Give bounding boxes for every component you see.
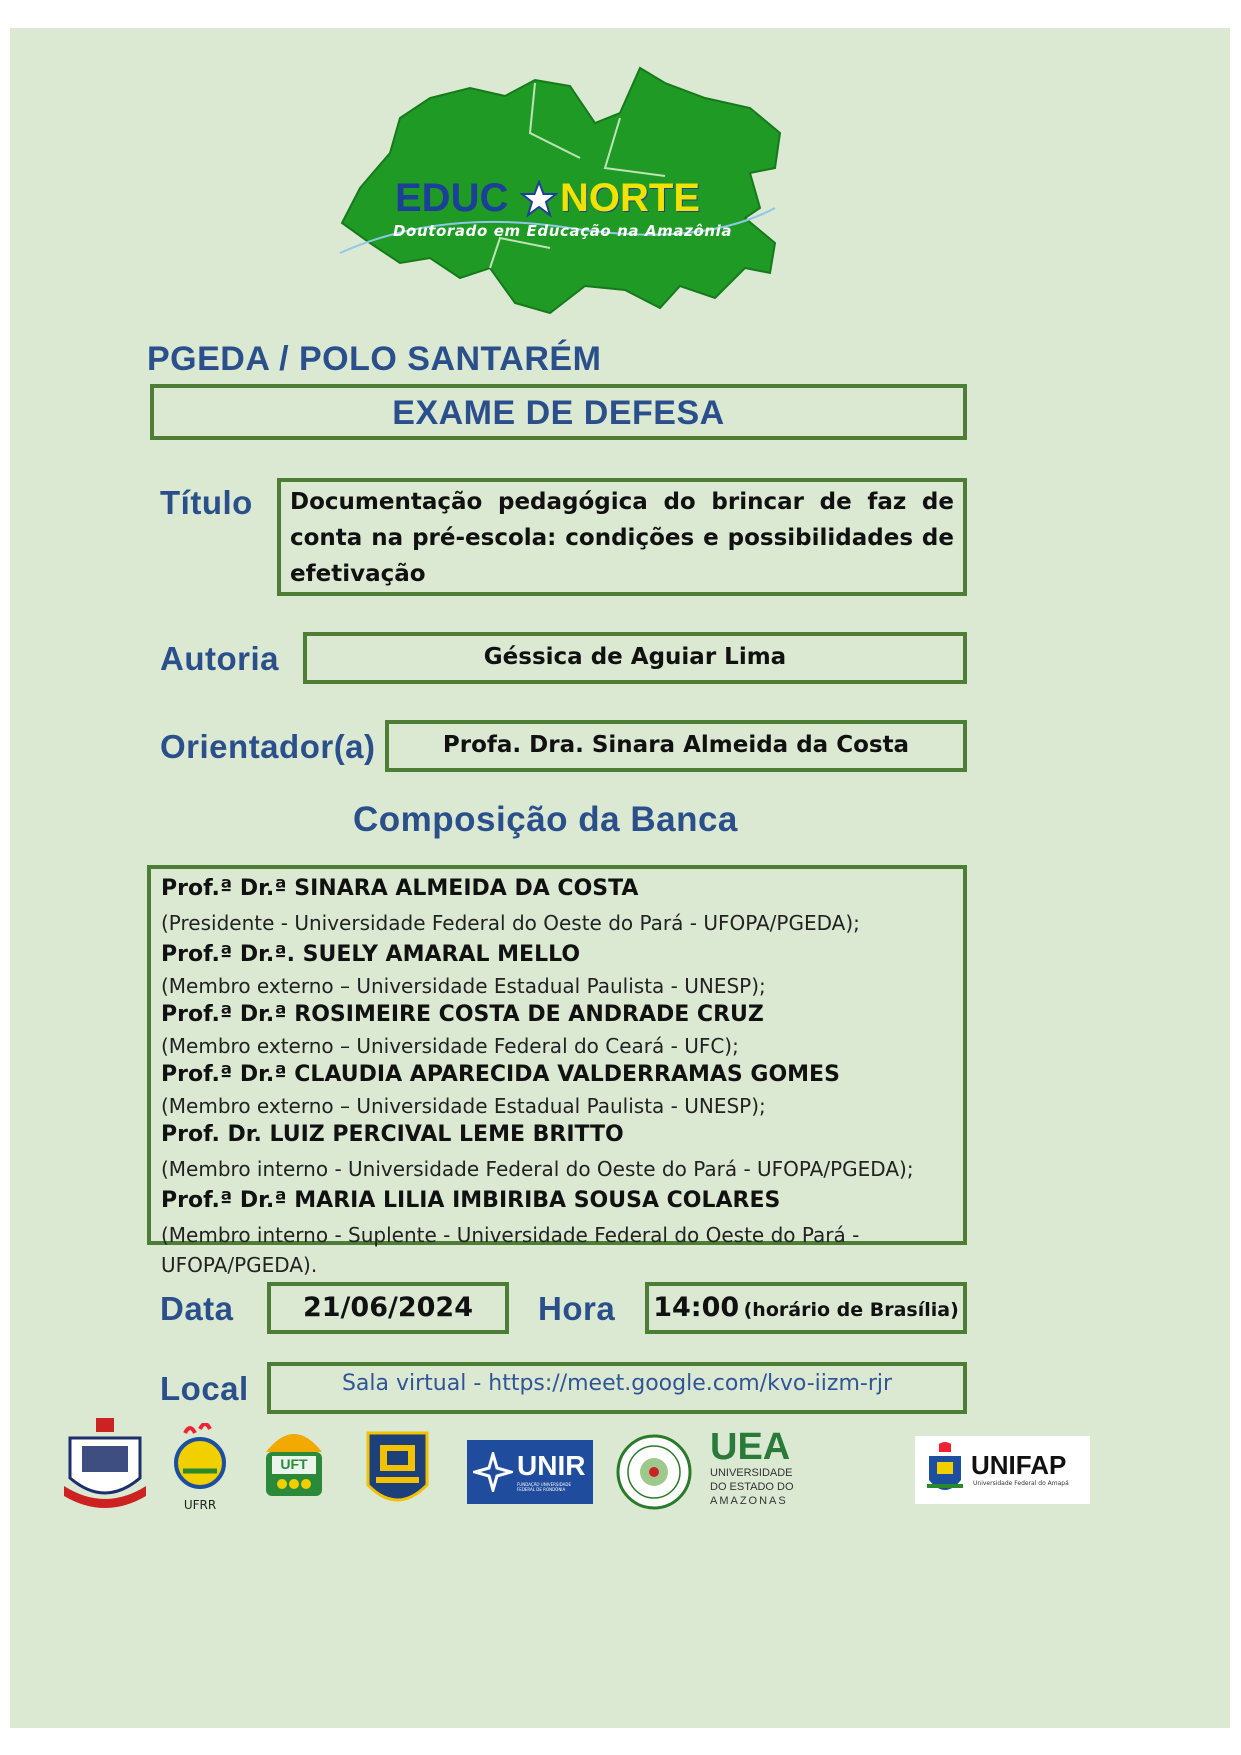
hora-content — [649, 1286, 963, 1334]
local-box — [267, 1362, 967, 1414]
hora-label: Hora — [538, 1290, 616, 1327]
educ-word: EDUC — [395, 176, 509, 220]
unifap-subtext: Universidade Federal do Amapá — [973, 1480, 1069, 1487]
member-name: Prof.ª Dr.ª SINARA ALMEIDA DA COSTA — [161, 876, 639, 901]
educnorte-logo — [320, 58, 800, 328]
ufpa-logo — [60, 1416, 150, 1516]
orientador-label: Orientador(a) — [160, 728, 376, 765]
autoria-box — [303, 632, 967, 684]
unifap-crest-icon — [925, 1442, 965, 1498]
uea-subtext-3: AMAZONAS — [710, 1495, 788, 1507]
meeting-link[interactable]: Sala virtual - https://meet.google.com/kvo-iizm-rjr — [341, 1371, 893, 1396]
exam-title: EXAME DE DEFESA — [392, 394, 725, 432]
member-role: (Membro interno - Universidade Federal do Oeste do Pará - UFOPA/PGEDA); — [161, 1157, 914, 1181]
titulo-box — [277, 478, 967, 596]
member-role: (Membro externo – Universidade Federal do Ceará - UFC); — [161, 1034, 739, 1058]
unifap-text: UNIFAP — [971, 1450, 1067, 1480]
member-role: (Membro interno - Suplente - Universidade Federal do Oeste do Pará - UFOPA/PGEDA). — [161, 1223, 860, 1277]
banca-list — [161, 872, 957, 1277]
member-role: (Membro externo – Universidade Estadual Paulista - UNESP); — [161, 1094, 766, 1118]
educnorte-wordmark — [395, 176, 755, 226]
uft-logo — [260, 1422, 328, 1510]
data-label: Data — [160, 1290, 234, 1327]
exam-title-box — [150, 384, 967, 440]
member-name: Prof.ª Dr.ª. SUELY AMARAL MELLO — [161, 942, 581, 967]
uea-subtext-2: DO ESTADO DO — [710, 1481, 794, 1493]
unir-logo — [467, 1440, 593, 1504]
unir-star-icon — [473, 1452, 513, 1492]
autoria-label: Autoria — [160, 640, 279, 677]
ufrr-crest-icon — [165, 1423, 235, 1493]
ufopa-logo — [360, 1423, 435, 1513]
member-name: Prof.ª Dr.ª CLAUDIA APARECIDA VALDERRAMAS GOMES — [161, 1062, 840, 1087]
ufrr-text: UFRR — [183, 1498, 217, 1512]
banca-member — [161, 1118, 957, 1184]
unifap-logo — [915, 1436, 1090, 1504]
program-heading: PGEDA / POLO SANTARÉM — [147, 340, 602, 378]
unir-subtext: FUNDAÇÃO UNIVERSIDADE FEDERAL DE RONDÔNIA — [517, 1482, 571, 1492]
seal-logo — [615, 1433, 693, 1511]
banca-heading: Composição da Banca — [353, 800, 738, 839]
titulo-label: Título — [160, 484, 253, 521]
uea-subtext-1: UNIVERSIDADE — [710, 1467, 793, 1479]
orientador-box — [385, 720, 967, 772]
unir-text: UNIR — [517, 1450, 586, 1481]
member-role: (Presidente - Universidade Federal do Oeste do Pará - UFOPA/PGEDA); — [161, 911, 860, 935]
local-label: Local — [160, 1370, 249, 1407]
banca-member — [161, 1058, 957, 1118]
hora-value: 14:00 — [653, 1292, 740, 1323]
member-name: Prof. Dr. LUIZ PERCIVAL LEME BRITTO — [161, 1122, 624, 1147]
uft-text: UFT — [280, 1456, 308, 1472]
banca-member — [161, 872, 957, 938]
orientador-value: Profa. Dra. Sinara Almeida da Costa — [442, 732, 910, 758]
uea-text: UEA — [710, 1426, 791, 1468]
university-seal-icon — [615, 1433, 693, 1511]
member-name: Prof.ª Dr.ª MARIA LILIA IMBIRIBA SOUSA COLARES — [161, 1188, 781, 1213]
autoria-value: Géssica de Aguiar Lima — [483, 644, 787, 670]
poster-background — [10, 28, 1230, 1728]
data-box — [267, 1282, 509, 1334]
banca-member — [161, 938, 957, 998]
hora-note: (horário de Brasília) — [743, 1299, 959, 1321]
ufopa-crest-icon — [360, 1423, 435, 1513]
star-icon — [520, 180, 558, 218]
hora-box — [645, 1282, 967, 1334]
banca-box — [147, 865, 967, 1277]
uea-logo — [710, 1428, 805, 1512]
banca-member — [161, 998, 957, 1058]
norte-word: NORTE — [560, 176, 700, 220]
titulo-value: Documentação pedagógica do brincar de faz de conta na pré-escola: condições e possibilidades de efetivação — [290, 489, 954, 587]
ufrr-logo — [165, 1423, 235, 1518]
ufpa-crest-icon — [60, 1416, 150, 1516]
member-role: (Membro externo – Universidade Estadual Paulista - UNESP); — [161, 974, 766, 998]
member-name: Prof.ª Dr.ª ROSIMEIRE COSTA DE ANDRADE CRUZ — [161, 1002, 764, 1027]
banca-member — [161, 1184, 957, 1277]
data-value: 21/06/2024 — [302, 1292, 473, 1323]
educnorte-subtitle: Doutorado em Educação na Amazônia — [393, 222, 733, 240]
